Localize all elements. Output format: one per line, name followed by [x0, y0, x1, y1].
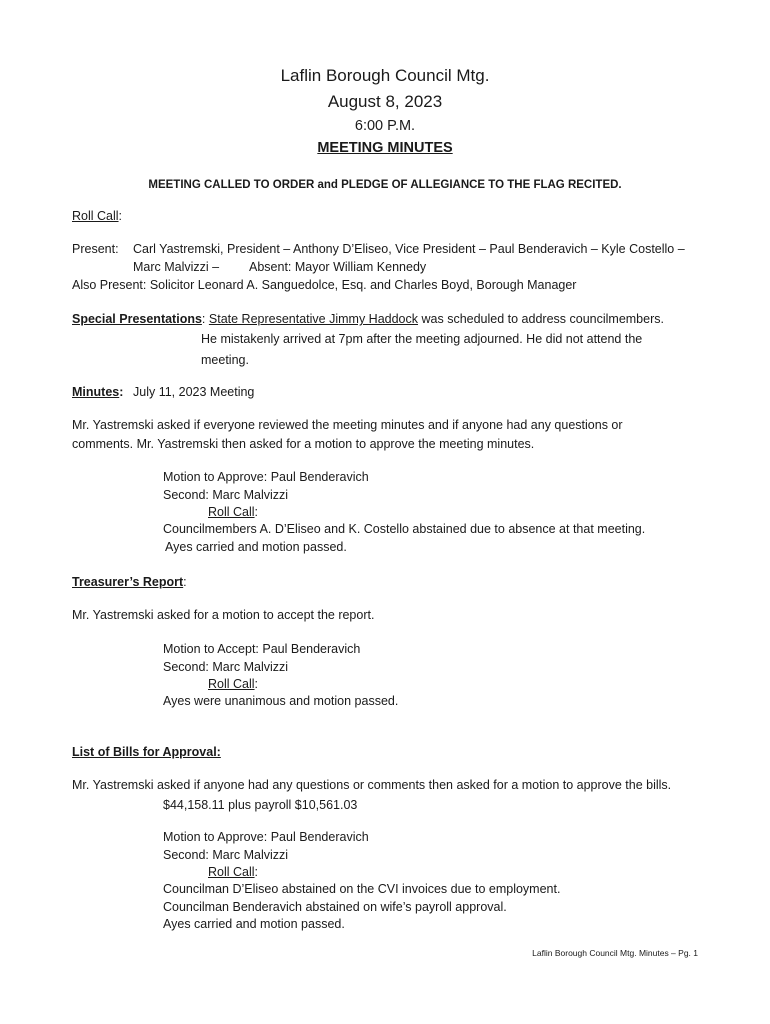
minutes-second: Second: Marc Malvizzi — [163, 488, 289, 502]
roll-call-label: Roll Call — [72, 209, 119, 223]
minutes-label: Minutes — [72, 385, 120, 399]
treasurer-paragraph: Mr. Yastremski asked for a motion to accept the report. — [72, 608, 375, 622]
minutes-paragraph-line-2: comments. Mr. Yastremski then asked for a motion to approve the meeting minutes. — [72, 437, 535, 451]
roll-call-colon: : — [118, 209, 123, 223]
bills-motion: Motion to Approve: Paul Benderavich — [163, 830, 369, 844]
treasurer-second: Second: Marc Malvizzi — [163, 660, 289, 674]
bills-amount: $44,158.11 plus payroll $10,561.03 — [163, 798, 358, 812]
roll-call-heading — [72, 208, 122, 225]
present-label: Present: — [72, 242, 119, 256]
called-to-order: MEETING CALLED TO ORDER and PLEDGE OF ALLEGIANCE TO THE FLAG RECITED. — [148, 179, 622, 191]
treasurer-result: Ayes were unanimous and motion passed. — [163, 694, 399, 708]
document-title: Laflin Borough Council Mtg. — [280, 66, 490, 85]
absent-members: Absent: Mayor William Kennedy — [249, 260, 427, 274]
special-presentations-line-3: meeting. — [201, 353, 249, 367]
special-presentations-line-2: He mistakenly arrived at 7pm after the meeting adjourned. He did not attend the — [201, 332, 643, 346]
minutes-result: Ayes carried and motion passed. — [165, 540, 347, 554]
bills-roll-call-label: Roll Call — [208, 865, 255, 879]
bills-roll-call — [208, 864, 258, 881]
treasurer-label: Treasurer’s Report — [72, 575, 184, 589]
present-line-2: Marc Malvizzi – — [133, 260, 220, 274]
minutes-roll-call — [208, 504, 258, 521]
present-line-1: Carl Yastremski, President – Anthony D’Eliseo, Vice President – Paul Benderavich – Kyle Costello – — [133, 242, 685, 256]
special-presentations-colon: : — [201, 312, 206, 326]
treasurer-roll-call — [208, 676, 258, 693]
minutes-colon: : — [119, 385, 124, 399]
presenter-name: State Representative Jimmy Haddock — [208, 312, 419, 326]
minutes-roll-call-label: Roll Call — [208, 505, 255, 519]
minutes-motion: Motion to Approve: Paul Benderavich — [163, 470, 369, 484]
treasurer-colon: : — [183, 575, 187, 589]
meeting-time: 6:00 P.M. — [354, 118, 416, 134]
minutes-roll-call-colon: : — [254, 505, 259, 519]
treasurer-heading — [72, 574, 187, 591]
minutes-meeting: July 11, 2023 Meeting — [133, 385, 255, 399]
bills-heading: List of Bills for Approval: — [72, 745, 221, 759]
treasurer-roll-call-label: Roll Call — [208, 677, 255, 691]
treasurer-roll-call-colon: : — [254, 677, 259, 691]
special-presentations-text-1: was scheduled to address councilmembers. — [418, 312, 664, 326]
minutes-heading — [72, 384, 123, 401]
meeting-date: August 8, 2023 — [327, 92, 443, 111]
also-present: Also Present: Solicitor Leonard A. Sanguedolce, Esq. and Charles Boyd, Borough Manager — [72, 278, 577, 292]
minutes-paragraph-line-1: Mr. Yastremski asked if everyone reviewed the meeting minutes and if anyone had any questions or — [72, 418, 623, 432]
special-presentations-label: Special Presentations — [72, 312, 202, 326]
bills-result: Ayes carried and motion passed. — [163, 917, 345, 931]
bills-paragraph: Mr. Yastremski asked if anyone had any questions or comments then asked for a motion to approve the bills. — [72, 778, 672, 792]
page-footer: Laflin Borough Council Mtg. Minutes – Pg. 1 — [532, 948, 698, 958]
bills-note-2: Councilman Benderavich abstained on wife’s payroll approval. — [163, 900, 507, 914]
bills-note-1: Councilman D’Eliseo abstained on the CVI invoices due to employment. — [163, 882, 561, 896]
bills-second: Second: Marc Malvizzi — [163, 848, 289, 862]
minutes-abstention-note: Councilmembers A. D’Eliseo and K. Costello abstained due to absence at that meeting. — [163, 522, 646, 536]
bills-roll-call-colon: : — [254, 865, 259, 879]
treasurer-motion: Motion to Accept: Paul Benderavich — [163, 642, 361, 656]
special-presentations-line-1 — [72, 311, 664, 328]
document-type-heading: MEETING MINUTES — [317, 140, 453, 156]
